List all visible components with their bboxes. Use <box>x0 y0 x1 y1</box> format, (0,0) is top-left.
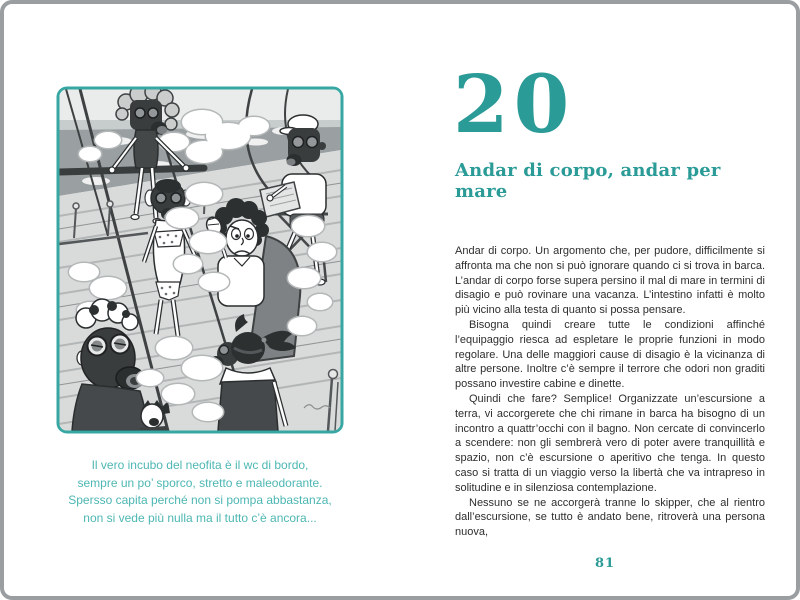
illustration-caption <box>36 457 364 527</box>
paragraph: Quindi che fare? Semplice! Organizzate un’escursione a terra, vi accorgerete che chi rimane in barca ha bisogno di un incontro a quattr’occhi con il bagno. Non cercate di convincerlo a scendere: non gli sembrerà vero di poter avere tranquillità e spazio, non c’è escursione o aperitivo che tenga. In questo caso si tratta di un viaggio verso la libertà che va intrapreso in solitudine e in silenziosa contemplazione. <box>455 392 765 494</box>
caption-line: non si vede più nulla ma il tutto c’è ancora... <box>83 510 317 525</box>
paragraph: Andar di corpo. Un argomento che, per pudore, difficilmente si affronta ma che non si può ignorare quando ci si trova in barca. L’andar di corpo forse supera persino il mal di mare in termini di disagio e può rovinare una vacanza. L’intestino infatti è molto più vicino alla testa di quanto si possa pensare. <box>455 245 765 317</box>
chapter-title: Andar di corpo, andar per mare <box>455 160 721 202</box>
paragraph: Nessuno se ne accorgerà tranne lo skipper, che al rientro dall’escursione, se tutto è andato bene, ritroverà una persona nuova, <box>455 496 765 539</box>
paragraph: Bisogna quindi creare tutte le condizioni affinché l’equipaggio riesca ad espletare le proprie funzioni in modo regolare. Una delle maggiori cause di disagio è la vicinanza di altre persone. Inoltre c’è sempre il terrore che odori non graditi possano investire cabine e dinette. <box>455 318 765 391</box>
caption-line: sempre un po’ sporco, stretto e maleodorante. <box>77 475 323 490</box>
caption-line: Il vero incubo del neofita è il wc di bordo, <box>91 458 309 472</box>
boat-cartoon-illustration <box>56 86 344 434</box>
page-number: 81 <box>594 556 616 571</box>
chapter-body <box>455 244 765 540</box>
chapter-number: 20 <box>453 57 575 151</box>
caption-line: Spersso capita perché non si pompa abbastanza, <box>68 493 332 507</box>
